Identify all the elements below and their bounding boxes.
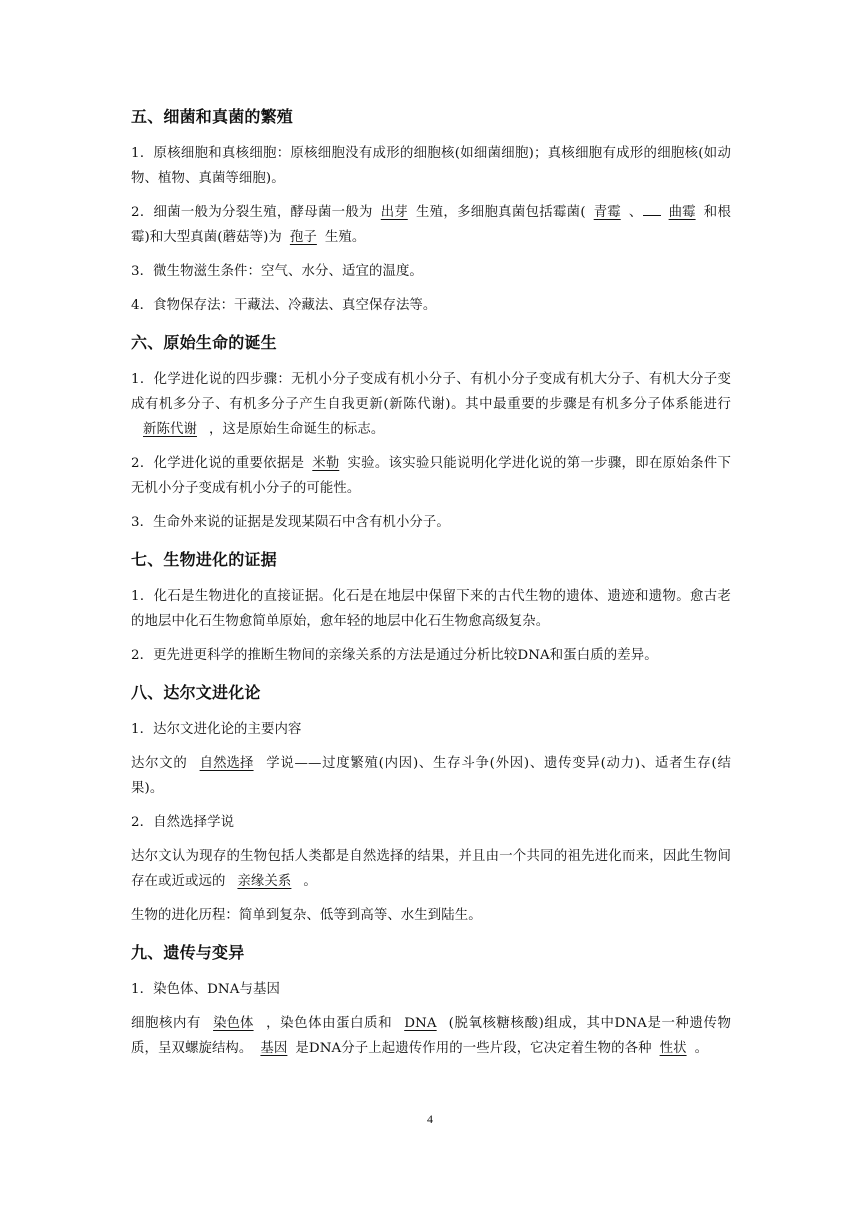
section-heading-5: 五、细菌和真菌的繁殖 <box>131 107 294 126</box>
document-page <box>131 96 731 1070</box>
paragraph: 2．更先进更科学的推断生物间的亲缘关系的方法是通过分析比较DNA和蛋白质的差异。 <box>131 648 658 663</box>
filled-blank: DNA <box>404 1016 437 1031</box>
filled-blank: 米勒 <box>312 456 340 471</box>
blank-line <box>643 201 661 216</box>
paragraph: 达尔文认为现存的生物包括人类都是自然选择的结果，并且由一个共同的祖先进化而来，因此生物间存在或近或远的 亲缘关系 。 <box>131 844 731 894</box>
paragraph: 生物的进化历程：简单到复杂、低等到高等、水生到陆生。 <box>131 908 482 923</box>
section-heading-8: 八、达尔文进化论 <box>131 683 261 702</box>
page-number: 4 <box>427 1112 433 1126</box>
paragraph: 1．达尔文进化论的主要内容 <box>131 722 302 737</box>
section-heading-7: 七、生物进化的证据 <box>131 550 277 569</box>
paragraph: 2．自然选择学说 <box>131 815 235 830</box>
paragraph: 1．原核细胞和真核细胞：原核细胞没有成形的细胞核(如细菌细胞)；真核细胞有成形的细胞核(如动物、植物、真菌等细胞)。 <box>131 146 731 186</box>
paragraph: 1．染色体、DNA与基因 <box>131 982 280 997</box>
paragraph: 1．化石是生物进化的直接证据。化石是在地层中保留下来的古代生物的遗体、遗迹和遗物。愈古老的地层中化石生物愈简单原始，愈年轻的地层中化石生物愈高级复杂。 <box>131 589 731 629</box>
filled-blank: 青霉 <box>593 205 621 220</box>
paragraph: 2．细菌一般为分裂生殖，酵母菌一般为 出芽 生殖，多细胞真菌包括霉菌( 青霉 、 曲霉 和根霉)和大型真菌(蘑菇等)为 孢子 生殖。 <box>131 200 731 250</box>
paragraph: 达尔文的 自然选择 学说——过度繁殖(内因)、生存斗争(外因)、遗传变异(动力)、适者生存(结果)。 <box>131 751 731 801</box>
section-heading-6: 六、原始生命的诞生 <box>131 333 277 352</box>
filled-blank: 曲霉 <box>668 205 696 220</box>
paragraph: 2．化学进化说的重要依据是 米勒 实验。该实验只能说明化学进化说的第一步骤，即在原始条件下无机小分子变成有机小分子的可能性。 <box>131 451 731 501</box>
filled-blank: 孢子 <box>289 230 317 245</box>
filled-blank: 亲缘关系 <box>237 874 292 889</box>
filled-blank: 新陈代谢 <box>143 422 197 437</box>
paragraph: 细胞核内有 染色体 ，染色体由蛋白质和 DNA (脱氧核糖核酸)组成，其中DNA是一种遗传物质，呈双螺旋结构。 基因 是DNA分子上起遗传作用的一些片段，它决定着生物的各种 性状 。 <box>131 1011 731 1061</box>
section-heading-9: 九、遗传与变异 <box>131 943 245 962</box>
filled-blank: 染色体 <box>213 1016 254 1031</box>
filled-blank: 出芽 <box>380 205 408 220</box>
paragraph: 3．微生物滋生条件：空气、水分、适宜的温度。 <box>131 264 423 279</box>
filled-blank: 性状 <box>659 1041 687 1056</box>
filled-blank: 自然选择 <box>199 756 254 771</box>
paragraph: 1．化学进化说的四步骤：无机小分子变成有机小分子、有机小分子变成有机大分子、有机大分子变成有机多分子、有机多分子产生自我更新(新陈代谢)。其中最重要的步骤是有机多分子体系能进行新陈代谢 ，这是原始生命诞生的标志。 <box>131 367 731 442</box>
paragraph: 4．食物保存法：干藏法、冷藏法、真空保存法等。 <box>131 298 437 313</box>
filled-blank: 基因 <box>260 1041 288 1056</box>
paragraph: 3．生命外来说的证据是发现某陨石中含有机小分子。 <box>131 515 450 530</box>
